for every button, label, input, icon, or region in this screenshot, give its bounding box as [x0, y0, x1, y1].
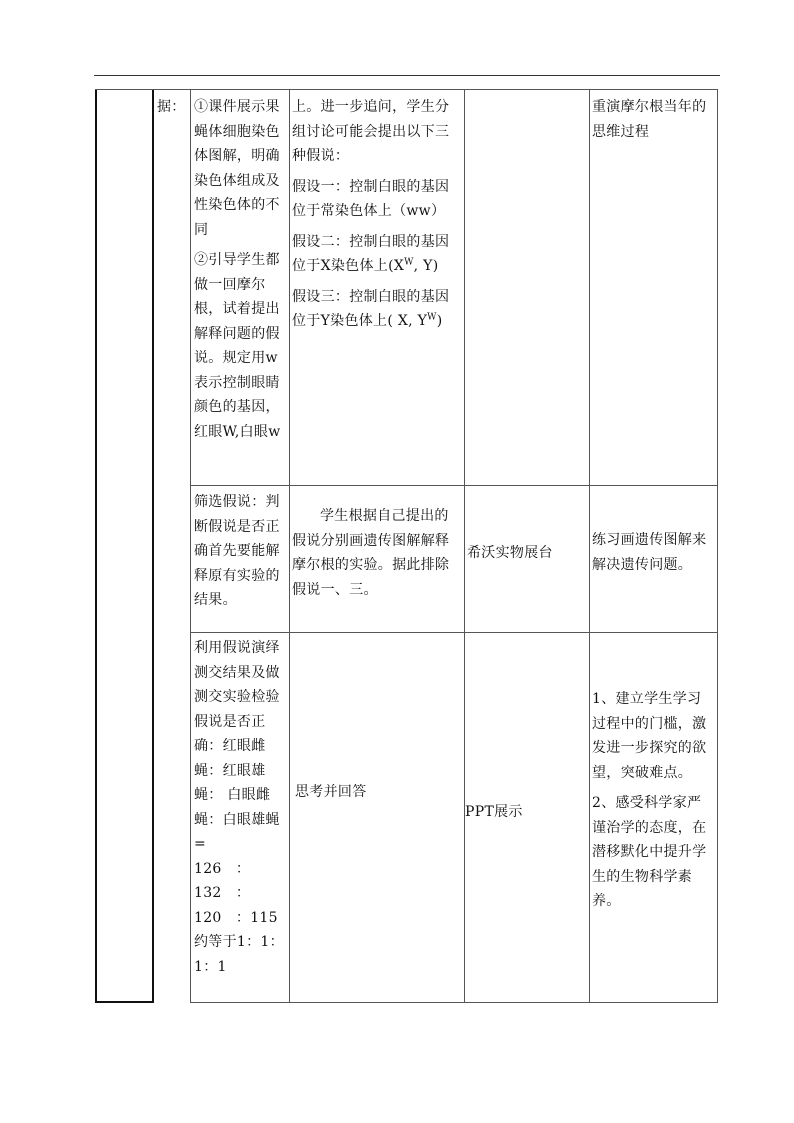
column-divider	[289, 90, 290, 1003]
page-header-rule	[94, 75, 720, 76]
row-divider	[190, 1002, 718, 1003]
row2-student-cell	[292, 504, 460, 602]
row-divider	[190, 485, 718, 486]
row3-media-cell	[465, 800, 585, 825]
row1-content-para-2: ②引导学生都做一回摩尔根，试着提出解释问题的假说。规定用w表示控制眼睛颜色的基因，红眼W,白眼w	[194, 252, 281, 440]
table-first-column-border	[152, 90, 154, 1003]
row3-student: 思考并回答	[295, 784, 367, 800]
row2-content-cell	[194, 490, 287, 613]
row2-media: 希沃实物展台	[467, 545, 553, 561]
row-divider	[190, 632, 718, 633]
row1-student-intro: 上。进一步追问，学生分组讨论可能会提出以下三种假说：	[292, 99, 450, 164]
row3-intent-cell	[592, 687, 714, 914]
row2-intent-cell	[592, 528, 714, 577]
row1-intent-cell	[592, 95, 714, 144]
row2-student: 学生根据自己提出的假说分别画遗传图解解释摩尔根的实验。据此排除假说一、三。	[292, 508, 450, 598]
row1-intent: 重演摩尔根当年的思维过程	[592, 99, 707, 140]
row3-media: PPT展示	[465, 804, 523, 820]
row3-intent-para-2: 2、感受科学家严谨治学的态度，在潜移默化中提升学生的生物科学素养。	[592, 795, 707, 909]
column-divider	[589, 90, 590, 1003]
row1-content-cell	[194, 95, 287, 444]
hypothesis-1: 假设一：控制白眼的基因位于常染色体上（ww）	[292, 178, 450, 219]
row1-content-para-1: ①课件展示果蝇体细胞染色体图解，明确染色体组成及性染色体的不同	[194, 99, 280, 238]
row2-media-cell	[467, 541, 585, 566]
column-divider	[190, 90, 191, 1003]
row1-label-cell	[157, 95, 189, 120]
row2-intent: 练习画遗传图解来解决遗传问题。	[592, 532, 707, 573]
column-divider	[464, 90, 465, 1003]
row1-label: 据：	[157, 99, 186, 115]
table-left-border	[95, 90, 97, 1003]
row1-student-cell	[292, 95, 460, 334]
row3-content: 利用假说演绎测交结果及做测交实验检验假说是否正确：红眼雌蝇：红眼雄蝇： 白眼雌蝇：白眼雄蝇= 126 ：132 ：120 ：115约等于1：1：1：1	[194, 640, 284, 975]
row2-content: 筛选假说：判断假说是否正确首先要能解释原有实验的结果。	[194, 494, 280, 608]
table-first-column-bottom	[95, 1001, 154, 1003]
hypothesis-2: 假设二：控制白眼的基因位于X染色体上($X^W$, Y)	[292, 233, 450, 274]
row3-student-cell	[295, 780, 457, 805]
row3-intent-para-1: 1、建立学生学习过程中的门槛，激发进一步探究的欲望，突破难点。	[592, 691, 707, 781]
row3-content-cell	[194, 636, 287, 979]
lesson-plan-table	[95, 89, 718, 1002]
hypothesis-3: 假设三：控制白眼的基因位于Y染色体上( X, $Y^W$)	[292, 288, 450, 329]
